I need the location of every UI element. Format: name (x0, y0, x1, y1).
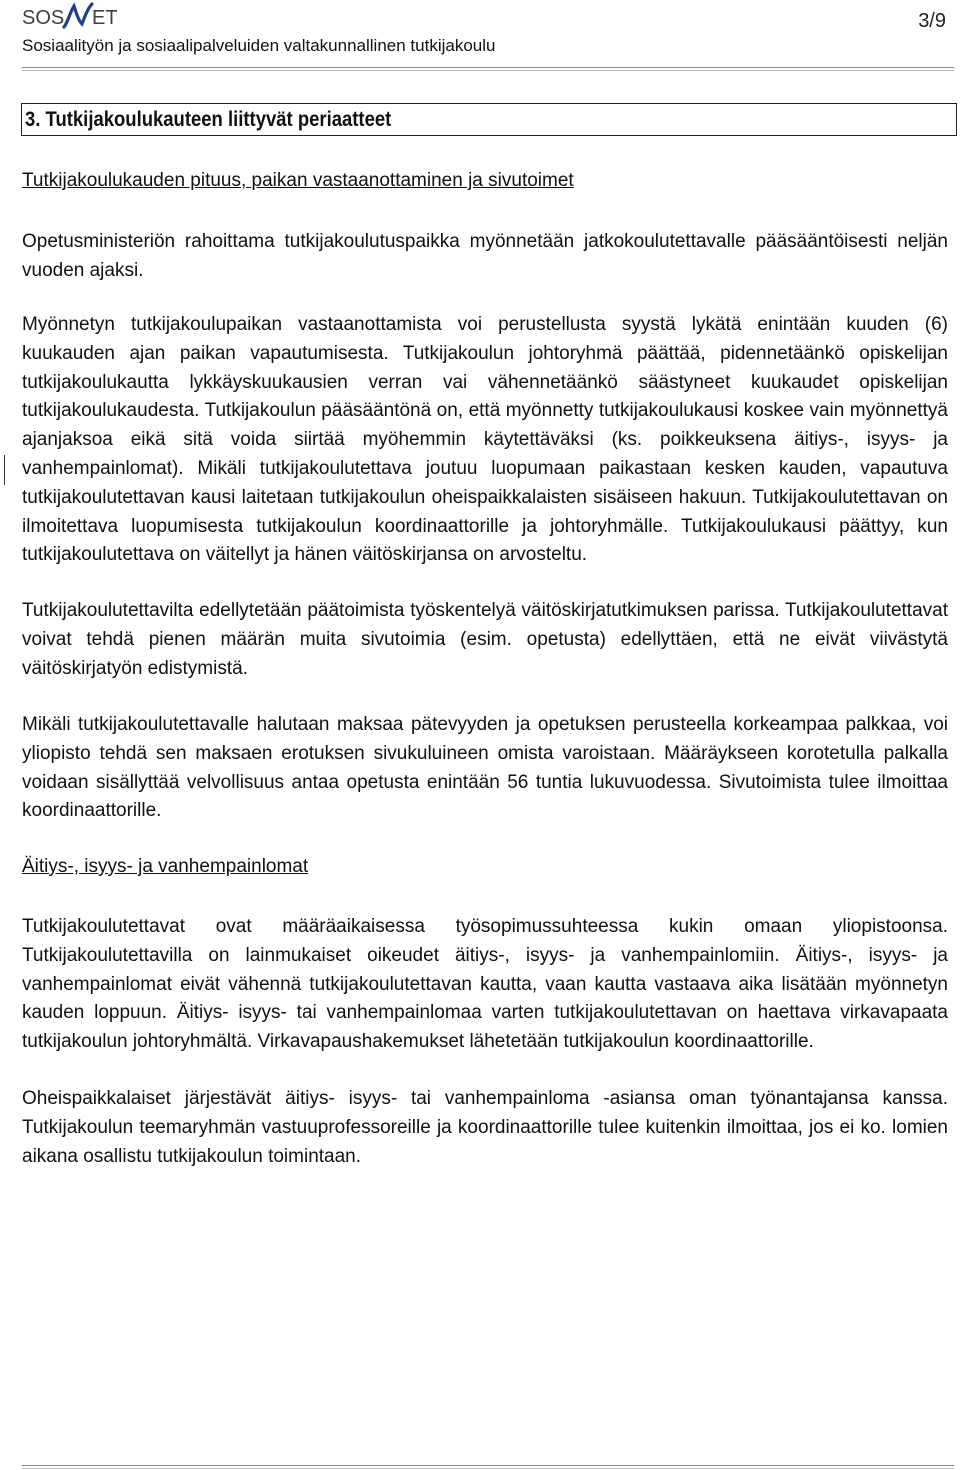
paragraph-acceptance: Myönnetyn tutkijakoulupaikan vastaanottamista voi perustellusta syystä lykätä enintään kuuden (6) kuukauden ajan paikan vapautumisesta. Tutkijakoulun johtoryhmä päättää, pidennetäänkö opiskelijan tutkijakoulukautta lykkäyskuukausien verran vai vähennetäänkö säästyneet kuukaudet opiskelijan tutkijakoulukaudesta. Tutkijakoulun pääsääntönä on, että myönnetty tutkijakoulukausi koskee vain myönnettyä ajanjaksoa eikä sitä voida siirtää myöhemmin käytettäväksi (ks. poikkeuksena äitiys-, isyys- ja vanhempainlomat). Mikäli tutkijakoulutettava joutuu luopumaan paikastaan kesken kauden, vapautuva tutkijakoulutettavan kausi laitetaan tutkijakoulun oheispaikkalaisten sisäiseen hakuun. Tutkijakoulutettavan on ilmoitettava luopumisesta tutkijakoulun koordinaattorille ja johtoryhmälle. Tutkijakoulukausi päättyy, kun tutkijakoulutettava on väitellyt ja hänen väitöskirjansa on arvosteltu. (22, 314, 948, 566)
revision-bar (4, 455, 5, 485)
paragraph-salary: Mikäli tutkijakoulutettavalle halutaan maksaa pätevyyden ja opetuksen perusteella korkeampaa palkkaa, voi yliopisto tehdä sen maksaen erotuksen sivukuluineen omista varoistaan. Määräykseen korotetulla palkalla voidaan sisällyttää velvollisuus antaa opetusta enintään 56 tuntia lukuvuodessa. Sivutoimista tulee ilmoittaa koordinaattorille. (22, 714, 948, 822)
sosnet-logo-icon (22, 2, 117, 32)
paragraph-leave-rights: Tutkijakoulutettavat ovat määräaikaisessa työsopimussuhteessa kukin omaan yliopistoonsa. Tutkijakoulutettavilla on lainmukaiset oikeudet äitiys-, isyys- ja vanhempainlomiin. Äitiys-, isyys- ja vanhempainlomat eivät vähennä tutkijakoulutettavan kautta, vaan kautta vastaava aika lisätään myönnetyn kauden loppuun. Äitiys- isyys- tai vanhempainlomaa varten tutkijakoulutettavan on haettava virkavapaata tutkijakoulun johtoryhmältä. Virkavapaushakemukset lähetetään tutkijakoulun koordinaattorille. (22, 916, 948, 1053)
sosnet-logo (22, 2, 117, 32)
page-number: 3/9 (918, 10, 946, 32)
svg-text:ET: ET (92, 7, 117, 29)
paragraph-funding: Opetusministeriön rahoittama tutkijakoulutuspaikka myönnetään jatkokoulutettavalle pääsääntöisesti neljän vuoden ajaksi. (22, 231, 948, 281)
header-divider (22, 67, 954, 71)
section-heading-box (21, 103, 957, 136)
svg-text:SOS: SOS (22, 7, 65, 29)
footer-divider (22, 1465, 954, 1469)
organization-name: Sosiaalityön ja sosiaalipalveluiden valtakunnallinen tutkijakoulu (22, 36, 496, 55)
paragraph-full-time: Tutkijakoulutettavilta edellytetään päätoimista työskentelyä väitöskirjatutkimuksen parissa. Tutkijakoulutettavat voivat tehdä pienen määrän muita sivutoimia (esim. opetusta) edellyttäen, että ne eivät viivästytä väitöskirjatyön edistymistä. (22, 600, 948, 679)
subheading-duration: Tutkijakoulukauden pituus, paikan vastaanottaminen ja sivutoimet (22, 170, 574, 191)
paragraph-affiliated-members: Oheispaikkalaiset järjestävät äitiys- isyys- tai vanhempainloma -asiansa oman työnantajansa kanssa. Tutkijakoulun teemaryhmän vastuuprofessoreille ja koordinaattorille tulee kuitenkin ilmoittaa, jos ei ko. lomien aikana osallistu tutkijakoulun toimintaan. (22, 1088, 948, 1167)
section-heading: 3. Tutkijakoulukauteen liittyvät periaatteet (25, 108, 392, 131)
subheading-parental-leave: Äitiys-, isyys- ja vanhempainlomat (22, 856, 309, 877)
